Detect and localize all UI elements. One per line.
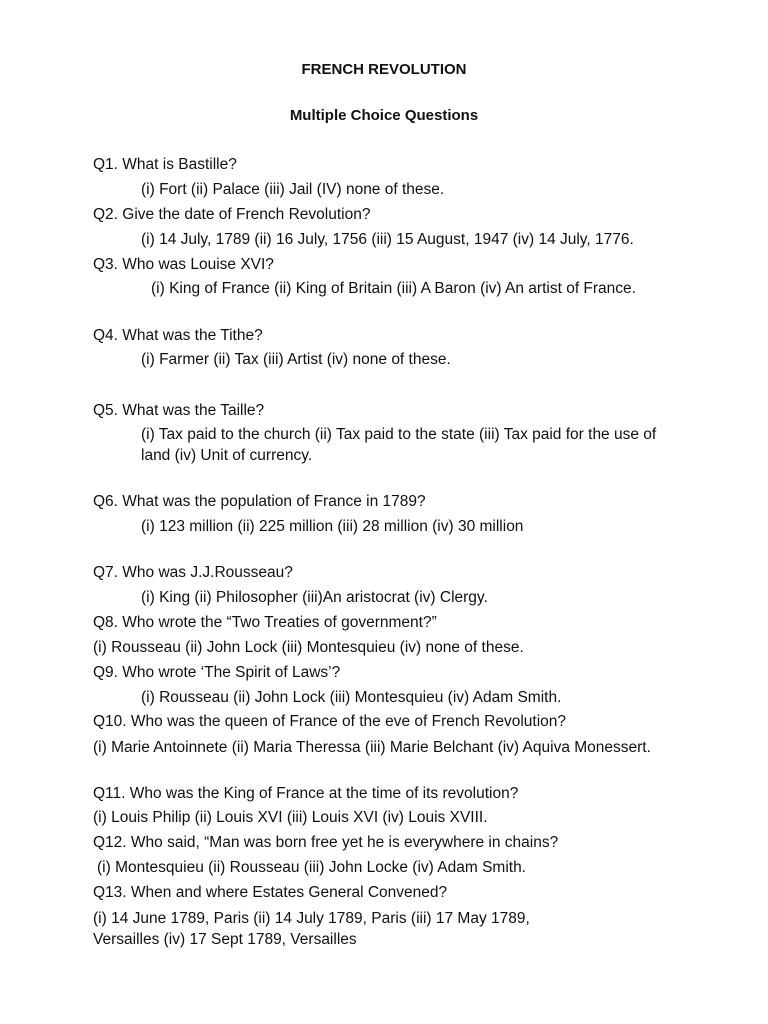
question-8: Q8. Who wrote the “Two Treaties of government?” (93, 614, 437, 631)
question-1: Q1. What is Bastille? (93, 156, 237, 173)
options-5: (i) Tax paid to the church (ii) Tax paid to the state (iii) Tax paid for the use of land (iv) Unit of currency. (141, 426, 657, 464)
question-5: Q5. What was the Taille? (93, 402, 265, 419)
options-11: (i) Louis Philip (ii) Louis XVI (iii) Louis XVI (iv) Louis XVIII. (93, 809, 488, 826)
question-2: Q2. Give the date of French Revolution? (93, 206, 371, 223)
options-8: (i) Rousseau (ii) John Lock (iii) Montesquieu (iv) none of these. (93, 639, 524, 656)
options-6: (i) 123 million (ii) 225 million (iii) 28 million (iv) 30 million (141, 518, 524, 535)
question-7: Q7. Who was J.J.Rousseau? (93, 564, 293, 581)
options-1: (i) Fort (ii) Palace (iii) Jail (IV) none of these. (141, 181, 445, 198)
question-12: Q12. Who said, “Man was born free yet he is everywhere in chains? (93, 834, 559, 851)
options-10: (i) Marie Antoinnete (ii) Maria Theressa (iii) Marie Belchant (iv) Aquiva Monessert. (93, 739, 651, 756)
document-title: FRENCH REVOLUTION (301, 61, 467, 78)
question-6: Q6. What was the population of France in 1789? (93, 493, 426, 510)
options-13: (i) 14 June 1789, Paris (ii) 14 July 1789, Paris (iii) 17 May 1789, Versailles (iv) 17 Sept 1789, Versailles (93, 910, 530, 948)
options-9: (i) Rousseau (ii) John Lock (iii) Montesquieu (iv) Adam Smith. (141, 689, 562, 706)
options-2: (i) 14 July, 1789 (ii) 16 July, 1756 (iii) 15 August, 1947 (iv) 14 July, 1776. (141, 231, 634, 248)
options-12: (i) Montesquieu (ii) Rousseau (iii) John Locke (iv) Adam Smith. (97, 859, 526, 876)
options-3: (i) King of France (ii) King of Britain (iii) A Baron (iv) An artist of France. (151, 280, 636, 297)
document-subtitle: Multiple Choice Questions (289, 107, 479, 124)
question-4: Q4. What was the Tithe? (93, 327, 263, 344)
options-4: (i) Farmer (ii) Tax (iii) Artist (iv) none of these. (141, 351, 451, 368)
options-7: (i) King (ii) Philosopher (iii)An aristocrat (iv) Clergy. (141, 589, 488, 606)
question-3: Q3. Who was Louise XVI? (93, 256, 274, 273)
question-11: Q11. Who was the King of France at the time of its revolution? (93, 785, 519, 802)
question-13: Q13. When and where Estates General Convened? (93, 884, 448, 901)
question-10: Q10. Who was the queen of France of the eve of French Revolution? (93, 713, 567, 730)
question-9: Q9. Who wrote ‘The Spirit of Laws’? (93, 664, 341, 681)
